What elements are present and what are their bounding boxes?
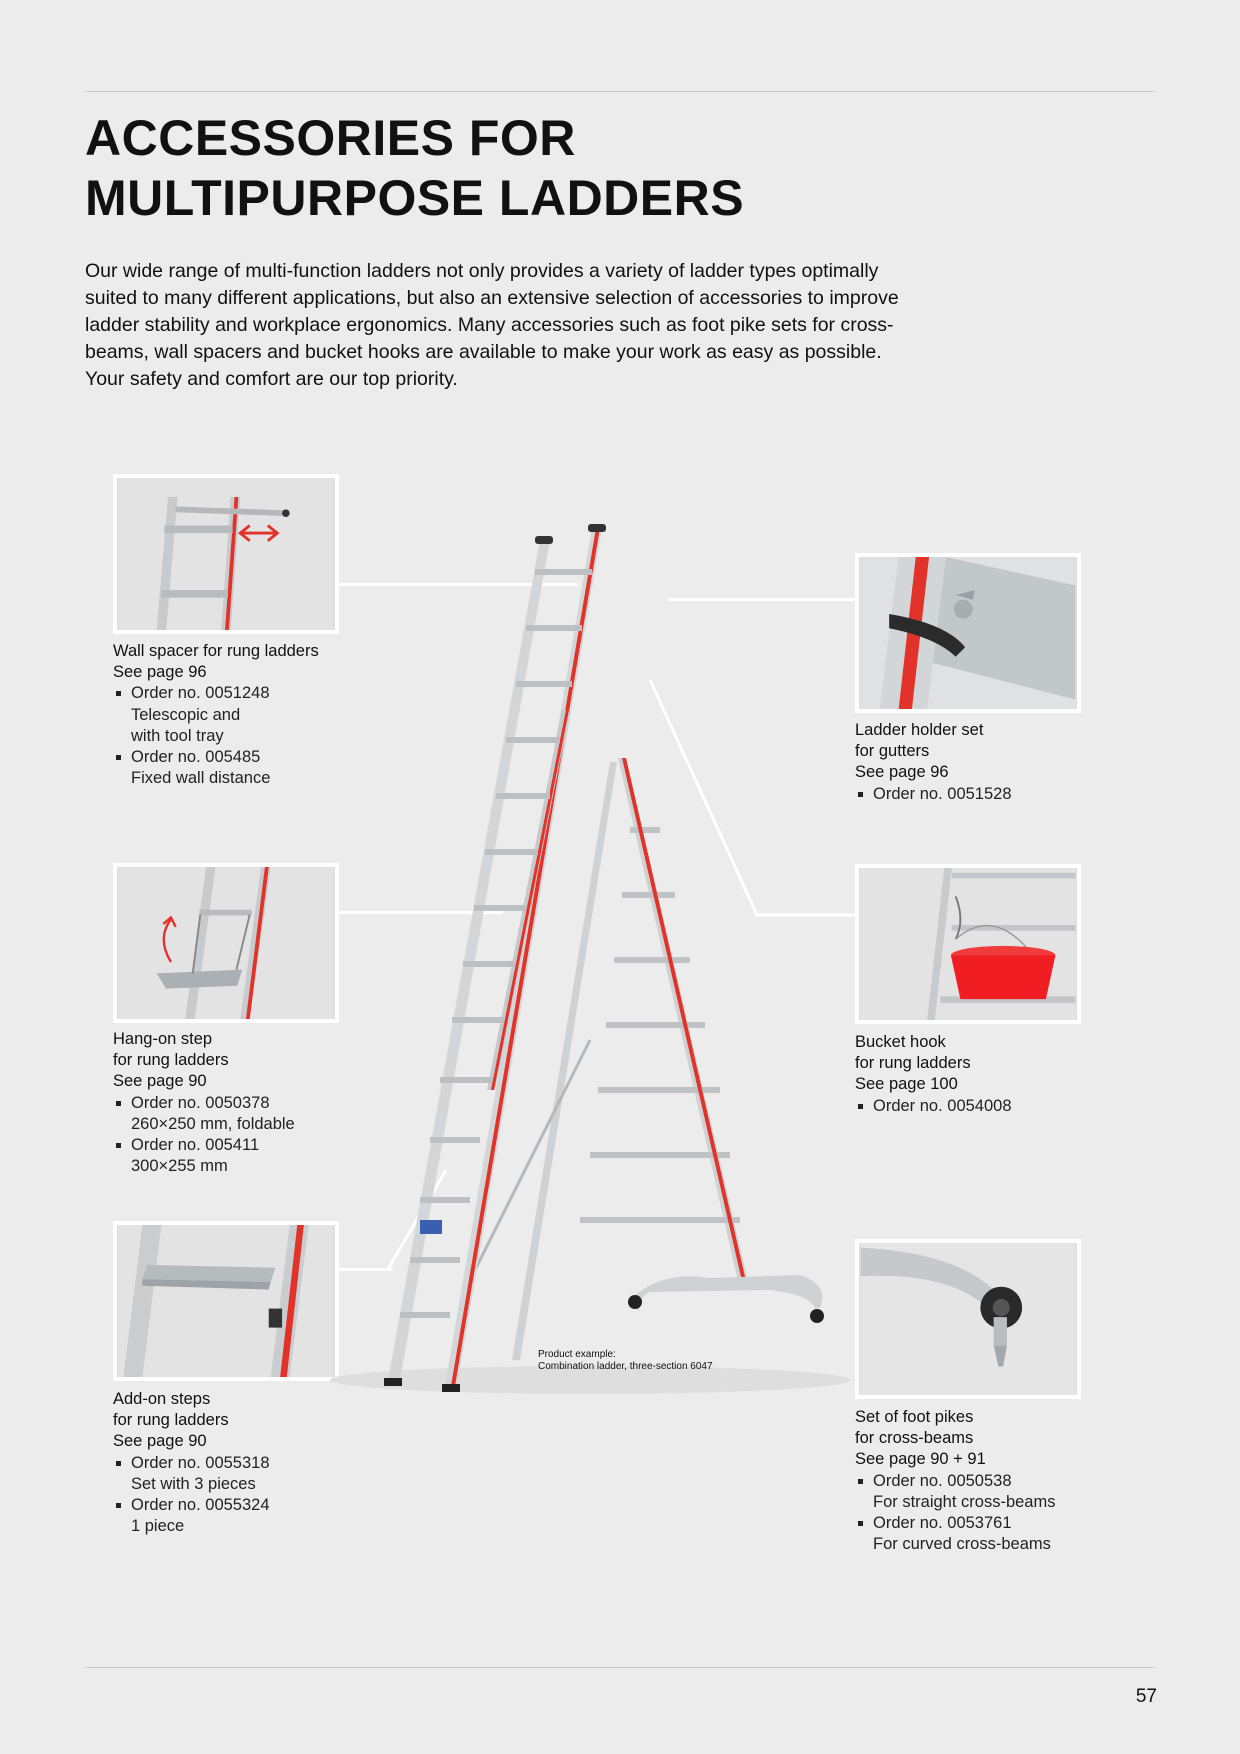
order-item — [113, 683, 353, 747]
bucket-hook-caption — [855, 1032, 1095, 1117]
order-number: Order no. 0050538 — [873, 1471, 1012, 1490]
order-detail: Telescopic and — [131, 705, 241, 724]
order-list — [855, 1471, 1115, 1556]
order-number: Order no. 0055318 — [131, 1453, 270, 1472]
order-detail: 1 piece — [131, 1517, 185, 1536]
page-title — [85, 108, 985, 228]
caption-title: Wall spacer for rung ladders — [113, 642, 319, 660]
order-item — [113, 747, 353, 789]
bottom-rule — [85, 1667, 1155, 1668]
order-number: Order no. 0054008 — [873, 1096, 1012, 1115]
order-list — [113, 1453, 353, 1538]
order-detail: For curved cross-beams — [873, 1535, 1051, 1554]
order-number: Order no. 0051248 — [131, 684, 270, 703]
order-number: Order no. 005485 — [131, 748, 261, 767]
ladder-holder-caption — [855, 720, 1095, 805]
caption-title: Set of foot pikes — [855, 1408, 974, 1426]
product-note-line: Product example: — [538, 1349, 616, 1360]
caption-title: Add-on steps — [113, 1390, 211, 1408]
order-item — [113, 1093, 353, 1135]
caption-page-ref: See page 96 — [113, 663, 207, 682]
intro-line: accessories to improve ladder stability and workplace ergonomics. Many accessories — [85, 287, 899, 336]
caption-title: Ladder holder set — [855, 721, 984, 739]
wall-spacer-image — [113, 474, 339, 634]
caption-title: Hang-on step — [113, 1030, 213, 1048]
product-note-line: Combination ladder, three-section 6047 — [538, 1361, 713, 1372]
add-on-steps-image — [113, 1221, 339, 1381]
order-detail: Fixed wall distance — [131, 769, 271, 788]
caption-title: for cross-beams — [855, 1429, 974, 1448]
order-number: Order no. 0053761 — [873, 1514, 1012, 1533]
order-list — [113, 1093, 353, 1178]
intro-line: Our wide range of multi-function ladders not only provides a variety of ladder types — [85, 260, 797, 282]
order-item — [855, 1471, 1115, 1513]
order-detail: Set with 3 pieces — [131, 1474, 256, 1493]
order-number: Order no. 005411 — [131, 1136, 260, 1155]
hang-on-step-image — [113, 863, 339, 1023]
order-list — [113, 683, 353, 789]
order-number: Order no. 0050378 — [131, 1093, 270, 1112]
caption-title: Bucket hook — [855, 1033, 946, 1051]
caption-title: for rung ladders — [855, 1054, 971, 1073]
caption-title: for gutters — [855, 742, 930, 761]
caption-title: for rung ladders — [113, 1051, 229, 1070]
intro-line: make your work as easy as possible. Your safety and comfort are our top priority. — [85, 341, 882, 390]
order-detail: with tool tray — [131, 726, 224, 745]
title-line: ACCESSORIES FOR — [85, 110, 576, 166]
intro-line: optimally suited to many different applications, but also an extensive selection of — [85, 260, 879, 309]
foot-pikes-caption — [855, 1407, 1115, 1555]
caption-page-ref: See page 96 — [855, 763, 949, 782]
top-rule — [85, 91, 1155, 92]
order-item — [855, 1513, 1115, 1555]
caption-page-ref: See page 100 — [855, 1075, 958, 1094]
caption-title: for rung ladders — [113, 1411, 229, 1430]
order-number: Order no. 0055324 — [131, 1496, 270, 1515]
order-item — [113, 1495, 353, 1537]
order-list — [855, 784, 1095, 805]
bucket-hook-image — [855, 864, 1081, 1024]
order-detail: 300×255 mm — [131, 1157, 228, 1176]
hang-on-step-caption — [113, 1029, 353, 1177]
wall-spacer-caption — [113, 641, 353, 789]
product-example-note — [538, 1349, 713, 1373]
caption-page-ref: See page 90 — [113, 1432, 207, 1451]
order-item — [113, 1453, 353, 1495]
order-list — [855, 1096, 1095, 1117]
order-item — [113, 1135, 353, 1177]
order-item — [855, 1096, 1095, 1117]
intro-line: such as foot pike sets for cross-beams, wall spacers and bucket hooks are available to — [85, 314, 894, 363]
order-item — [855, 784, 1095, 805]
caption-page-ref: See page 90 + 91 — [855, 1450, 986, 1469]
add-on-steps-caption — [113, 1389, 353, 1537]
page-number: 57 — [1135, 1686, 1157, 1707]
foot-pikes-image — [855, 1239, 1081, 1399]
combination-ladder-image — [330, 500, 850, 1420]
ladder-holder-image — [855, 553, 1081, 713]
intro-paragraph — [85, 258, 905, 393]
caption-page-ref: See page 90 — [113, 1072, 207, 1091]
order-detail: 260×250 mm, foldable — [131, 1114, 295, 1133]
order-detail: For straight cross-beams — [873, 1492, 1056, 1511]
title-line: MULTIPURPOSE LADDERS — [85, 170, 745, 226]
order-number: Order no. 0051528 — [873, 784, 1012, 803]
